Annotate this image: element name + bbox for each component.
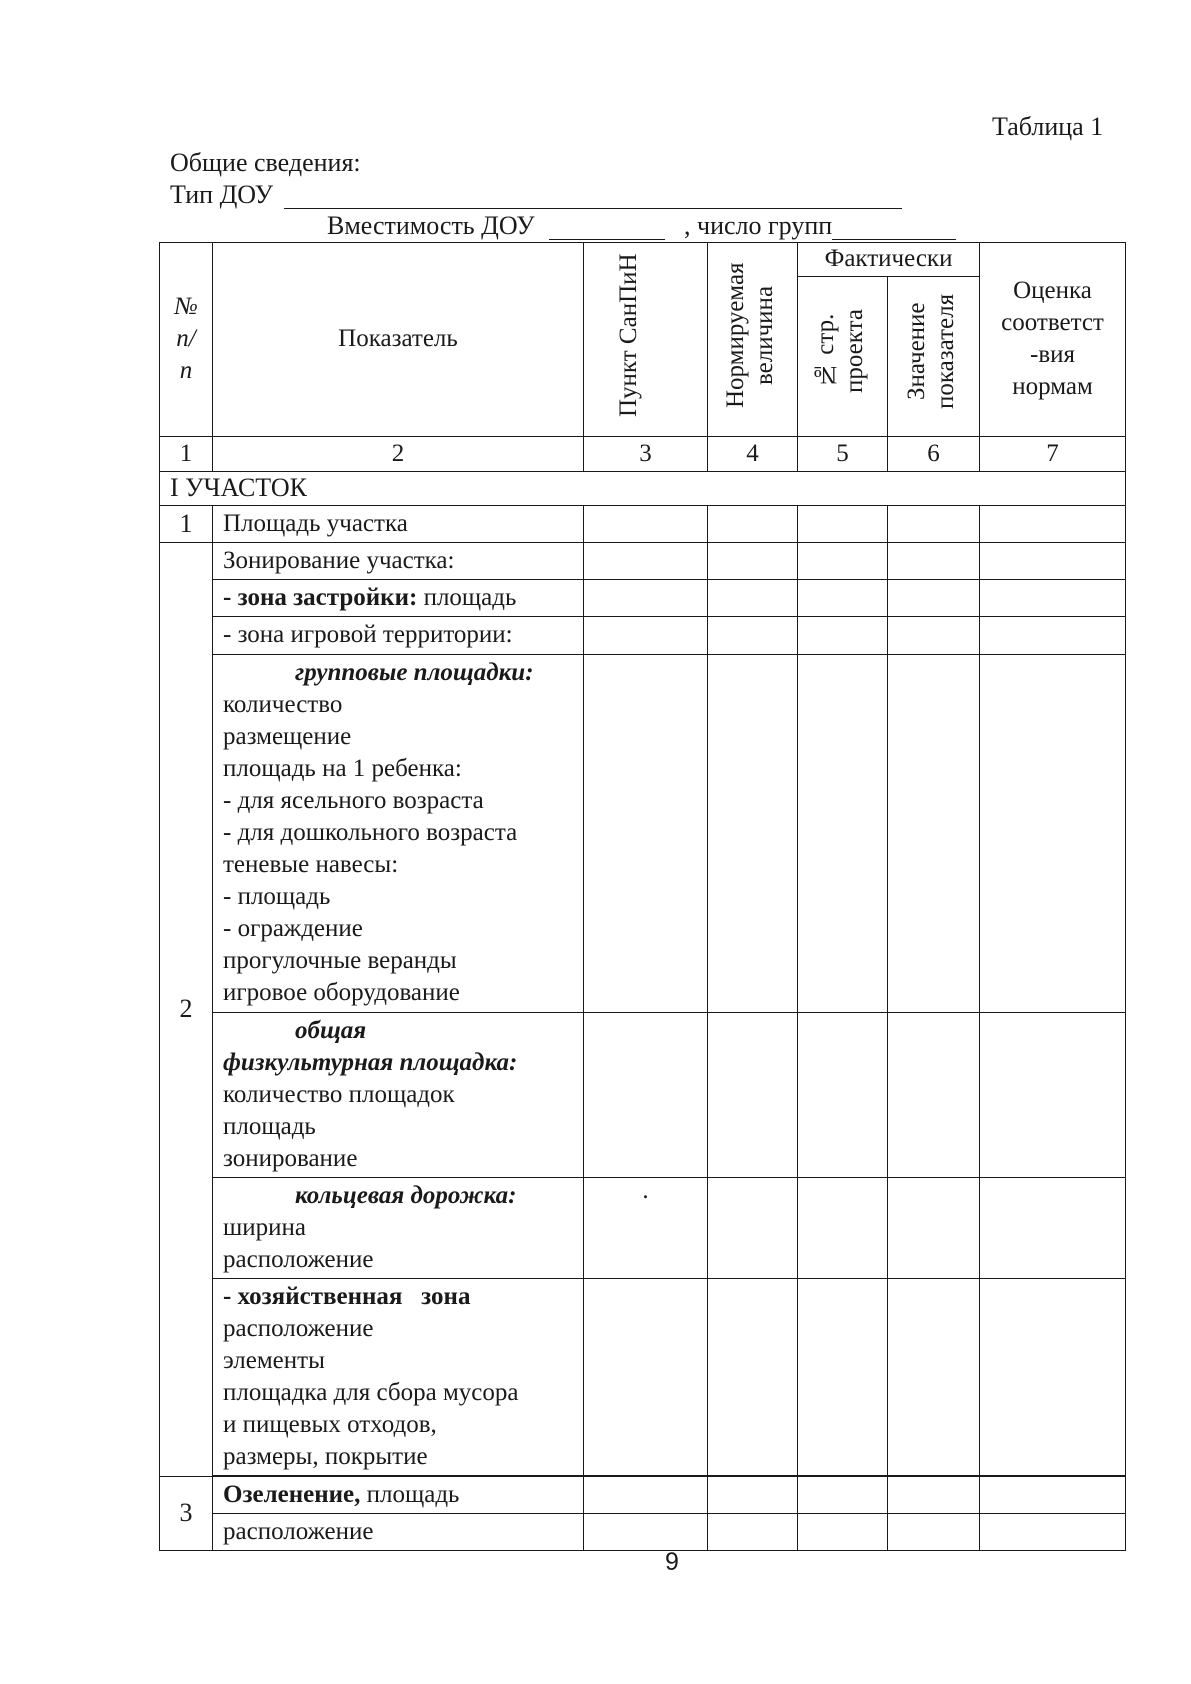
build-zone-bold: - зона застройки: bbox=[223, 583, 418, 611]
input-cell[interactable] bbox=[708, 505, 798, 542]
input-cell[interactable] bbox=[798, 616, 888, 654]
input-cell[interactable] bbox=[980, 505, 1126, 542]
input-cell[interactable] bbox=[980, 1278, 1126, 1475]
header-assessment-4: нормам bbox=[1012, 373, 1093, 401]
header-assessment-3: -вия bbox=[1030, 341, 1076, 369]
input-cell[interactable] bbox=[980, 1476, 1126, 1513]
input-cell[interactable] bbox=[584, 654, 708, 1012]
input-cell[interactable] bbox=[798, 579, 888, 616]
header-sanpin-text: Пункт СанПиН bbox=[614, 252, 642, 417]
indicator-household-zone bbox=[213, 1278, 584, 1475]
input-cell[interactable] bbox=[798, 542, 888, 579]
header-actual: Фактически bbox=[798, 243, 980, 277]
sport-title-2: физкультурная площадка: bbox=[223, 1048, 518, 1076]
list-item: площадь bbox=[223, 1112, 316, 1140]
indicator-site-area: Площадь участка bbox=[213, 505, 584, 542]
list-item: расположение bbox=[223, 1245, 374, 1273]
input-cell[interactable] bbox=[980, 1513, 1126, 1550]
input-cell[interactable] bbox=[980, 654, 1126, 1012]
indicator-group-sites bbox=[213, 654, 584, 1012]
list-item: игровое оборудование bbox=[223, 978, 460, 1006]
input-cell[interactable] bbox=[584, 542, 708, 579]
list-item: элементы bbox=[223, 1346, 325, 1374]
input-cell[interactable] bbox=[980, 1012, 1126, 1177]
input-cell[interactable] bbox=[798, 1476, 888, 1513]
row-number: 3 bbox=[160, 1476, 213, 1550]
input-cell[interactable] bbox=[888, 1012, 980, 1177]
input-cell[interactable] bbox=[708, 1278, 798, 1475]
header-number-2: п/ bbox=[176, 325, 196, 353]
header-sanpin bbox=[584, 243, 708, 437]
assessment-table bbox=[159, 242, 1126, 1551]
input-cell[interactable] bbox=[584, 505, 708, 542]
indicator-greenery bbox=[213, 1476, 584, 1513]
list-item: - для дошкольного возраста bbox=[223, 818, 518, 846]
indicator-zoning: Зонирование участка: bbox=[213, 542, 584, 579]
input-cell[interactable] bbox=[888, 654, 980, 1012]
input-cell[interactable] bbox=[708, 579, 798, 616]
header-page-text: № стр. проекта bbox=[811, 309, 868, 394]
input-cell[interactable] bbox=[708, 1012, 798, 1177]
input-cell[interactable] bbox=[980, 542, 1126, 579]
list-item: - площадь bbox=[223, 882, 331, 910]
list-item: прогулочные веранды bbox=[223, 946, 457, 974]
header-number bbox=[160, 243, 213, 437]
input-cell[interactable] bbox=[980, 616, 1126, 654]
list-item: размещение bbox=[223, 722, 352, 750]
header-normative bbox=[708, 243, 798, 437]
input-cell[interactable] bbox=[584, 1476, 708, 1513]
list-item: теневые навесы: bbox=[223, 850, 399, 878]
header-number-1: № bbox=[174, 293, 198, 321]
input-cell[interactable] bbox=[888, 1278, 980, 1475]
input-cell[interactable] bbox=[708, 1513, 798, 1550]
input-cell[interactable] bbox=[888, 505, 980, 542]
input-cell[interactable] bbox=[798, 1177, 888, 1278]
input-cell[interactable] bbox=[708, 1476, 798, 1513]
input-cell[interactable] bbox=[888, 616, 980, 654]
list-item: размеры, покрытие bbox=[223, 1442, 428, 1470]
groups-blank-line[interactable] bbox=[832, 239, 956, 240]
header-assessment-2: соответст bbox=[1001, 309, 1104, 337]
indicator-greenery-placement: расположение bbox=[213, 1513, 584, 1550]
row-number: 1 bbox=[160, 505, 213, 542]
header-value-text: Значение показателя bbox=[902, 293, 959, 409]
dou-type-label: Тип ДОУ bbox=[170, 180, 274, 209]
input-cell[interactable] bbox=[708, 1177, 798, 1278]
input-cell[interactable] bbox=[888, 1476, 980, 1513]
list-item: и пищевых отходов, bbox=[223, 1410, 437, 1438]
track-title: кольцевая дорожка: bbox=[295, 1181, 517, 1209]
input-cell[interactable] bbox=[888, 1177, 980, 1278]
input-cell[interactable] bbox=[708, 654, 798, 1012]
input-cell[interactable] bbox=[584, 1278, 708, 1475]
group-sites-title: групповые площадки: bbox=[295, 658, 534, 686]
input-cell[interactable] bbox=[584, 1513, 708, 1550]
input-cell[interactable] bbox=[888, 542, 980, 579]
input-cell[interactable] bbox=[980, 1177, 1126, 1278]
input-cell[interactable] bbox=[584, 1012, 708, 1177]
input-cell[interactable] bbox=[888, 579, 980, 616]
header-number-3: п bbox=[179, 357, 193, 385]
list-item: зонирование bbox=[223, 1144, 358, 1172]
section-title: I УЧАСТОК bbox=[160, 471, 1126, 505]
col-number: 4 bbox=[708, 436, 798, 471]
indicator-play-zone: - зона игровой территории: bbox=[213, 616, 584, 654]
input-cell[interactable] bbox=[708, 542, 798, 579]
dou-type-blank-line[interactable] bbox=[284, 208, 902, 209]
input-cell[interactable] bbox=[980, 579, 1126, 616]
groups-label: , число групп bbox=[684, 211, 833, 240]
greenery-rest: площадь bbox=[360, 1480, 460, 1508]
input-cell[interactable] bbox=[798, 1513, 888, 1550]
input-cell[interactable] bbox=[798, 654, 888, 1012]
input-cell[interactable] bbox=[708, 616, 798, 654]
track-dot: . bbox=[642, 1176, 649, 1204]
header-assessment bbox=[980, 243, 1126, 437]
table-caption: Таблица 1 bbox=[992, 112, 1104, 141]
list-item: - ограждение bbox=[223, 914, 363, 942]
page-number: 9 bbox=[665, 1548, 679, 1576]
header-value bbox=[888, 276, 980, 436]
sport-title-1: общая bbox=[295, 1016, 367, 1044]
header-assessment-1: Оценка bbox=[1013, 277, 1092, 305]
input-cell[interactable] bbox=[798, 505, 888, 542]
build-zone-rest: площадь bbox=[417, 583, 517, 611]
capacity-blank-line[interactable] bbox=[549, 239, 665, 240]
indicator-sport-site bbox=[213, 1012, 584, 1177]
list-item: количество bbox=[223, 690, 343, 718]
header-indicator: Показатель bbox=[213, 243, 584, 437]
input-cell[interactable] bbox=[798, 1012, 888, 1177]
input-cell[interactable] bbox=[798, 1278, 888, 1475]
col-number: 2 bbox=[213, 436, 584, 471]
header-page bbox=[798, 276, 888, 436]
input-cell[interactable] bbox=[584, 616, 708, 654]
list-item: площадка для сбора мусора bbox=[223, 1378, 519, 1406]
input-cell[interactable] bbox=[888, 1513, 980, 1550]
greenery-bold: Озеленение, bbox=[223, 1480, 361, 1508]
header-normative-text: Нормируемая величина bbox=[721, 261, 778, 408]
indicator-build-zone bbox=[213, 579, 584, 616]
household-title: - хозяйственная зона bbox=[223, 1282, 471, 1310]
col-number: 3 bbox=[584, 436, 708, 471]
col-number: 5 bbox=[798, 436, 888, 471]
input-cell[interactable] bbox=[584, 579, 708, 616]
col-number: 1 bbox=[160, 436, 213, 471]
col-number: 6 bbox=[888, 436, 980, 471]
list-item: - для ясельного возраста bbox=[223, 786, 484, 814]
input-cell[interactable] bbox=[584, 1177, 708, 1278]
list-item: площадь на 1 ребенка: bbox=[223, 754, 462, 782]
list-item: количество площадок bbox=[223, 1080, 455, 1108]
list-item: ширина bbox=[223, 1213, 306, 1241]
row-number: 2 bbox=[160, 542, 213, 1476]
col-number: 7 bbox=[980, 436, 1126, 471]
capacity-label: Вместимость ДОУ bbox=[327, 211, 535, 240]
list-item: расположение bbox=[223, 1314, 374, 1342]
general-info-label: Общие сведения: bbox=[170, 148, 361, 177]
indicator-ring-track bbox=[213, 1177, 584, 1278]
